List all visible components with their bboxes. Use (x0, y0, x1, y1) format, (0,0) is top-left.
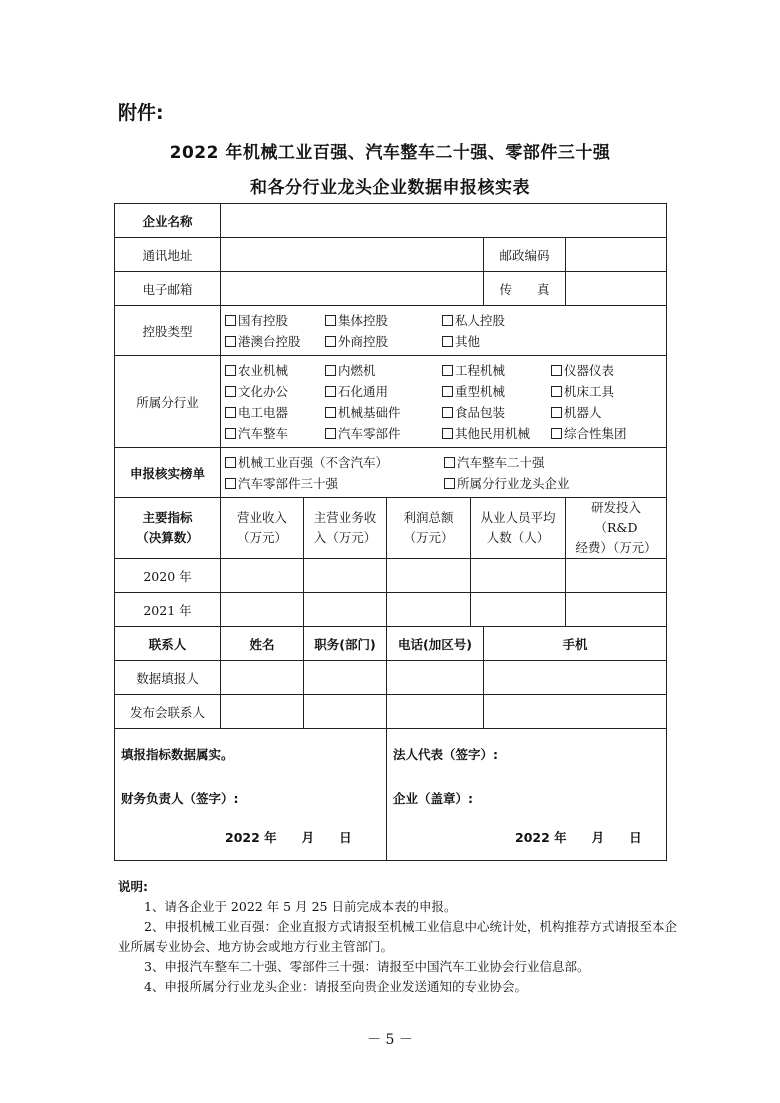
year-2021-label: 2021 年 (115, 593, 221, 627)
postcode-field[interactable] (566, 238, 667, 272)
indicator-cell[interactable] (566, 559, 667, 593)
checkbox-icon (551, 428, 562, 439)
industry-options (221, 358, 666, 445)
legal-rep-signature-label[interactable]: 法人代表（签字）: (393, 747, 498, 762)
date-left: 2022 年 月 日 (225, 830, 352, 845)
company-name-field[interactable] (221, 204, 667, 238)
checkbox-icon (551, 386, 562, 397)
checkbox-icon (442, 315, 453, 326)
checkbox-option[interactable]: 文化办公 (225, 382, 325, 400)
checkbox-option[interactable]: 其他 (442, 332, 551, 350)
checkbox-option[interactable]: 食品包装 (442, 403, 551, 421)
label-postcode: 邮政编码 (484, 238, 566, 272)
contact-row-label: 发布会联系人 (115, 695, 221, 729)
label-email: 电子邮箱 (115, 272, 221, 306)
note-item: 2、申报机械工业百强：企业直报方式请报至机械工业信息中心统计处，机构推荐方式请报至本企业所属专业协会、地方协会或地方行业主管部门。 (118, 919, 677, 954)
contact-cell[interactable] (387, 695, 484, 729)
checkbox-icon (225, 386, 236, 397)
checkbox-icon (325, 365, 336, 376)
checkbox-option[interactable]: 机器人 (551, 403, 661, 421)
checkbox-icon (551, 407, 562, 418)
checkbox-option[interactable]: 汽车零部件 (325, 424, 442, 442)
contacts-header-mobile: 手机 (484, 627, 667, 661)
checkbox-option[interactable]: 港澳台控股 (225, 332, 325, 350)
checkbox-option[interactable]: 汽车零部件三十强 (225, 474, 444, 492)
checkbox-icon (444, 457, 455, 468)
indicator-cell[interactable] (221, 593, 304, 627)
indicator-cell[interactable] (304, 559, 387, 593)
label-company-name: 企业名称 (115, 204, 221, 238)
label-address: 通讯地址 (115, 238, 221, 272)
checkbox-option[interactable]: 集体控股 (325, 311, 442, 329)
checkbox-icon (225, 315, 236, 326)
checkbox-option[interactable]: 外商控股 (325, 332, 442, 350)
checkbox-option[interactable]: 工程机械 (442, 361, 551, 379)
contact-cell[interactable] (221, 695, 304, 729)
checkbox-icon (444, 478, 455, 489)
checkbox-option[interactable]: 农业机械 (225, 361, 325, 379)
checkbox-icon (325, 386, 336, 397)
checkbox-option[interactable]: 所属分行业龙头企业 (444, 474, 644, 492)
list-options (221, 450, 666, 495)
checkbox-option[interactable]: 机床工具 (551, 382, 661, 400)
year-2020-label: 2020 年 (115, 559, 221, 593)
indicator-header-rnd: 研发投入（R&D 经费）（万元） (566, 498, 667, 559)
checkbox-option[interactable]: 综合性集团 (551, 424, 661, 442)
checkbox-icon (442, 386, 453, 397)
indicator-header-profit: 利润总额 （万元） (387, 498, 471, 559)
indicator-cell[interactable] (566, 593, 667, 627)
page-number: － 5 － (367, 1032, 413, 1048)
indicator-header-main-business: 主营业务收 入（万元） (304, 498, 387, 559)
contact-cell[interactable] (387, 661, 484, 695)
indicator-header-revenue: 营业收入 （万元） (221, 498, 304, 559)
checkbox-icon (225, 407, 236, 418)
checkbox-option[interactable]: 汽车整车 (225, 424, 325, 442)
indicator-header-employees: 从业人员平均 人数（人） (471, 498, 566, 559)
email-field[interactable] (221, 272, 484, 306)
note-item: 3、申报汽车整车二十强、零部件三十强：请报至中国汽车工业协会行业信息部。 (144, 959, 590, 974)
indicator-cell[interactable] (304, 593, 387, 627)
indicator-cell[interactable] (387, 593, 471, 627)
signature-left (115, 729, 387, 861)
indicator-cell[interactable] (387, 559, 471, 593)
checkbox-icon (442, 336, 453, 347)
checkbox-option[interactable]: 仪器仪表 (551, 361, 661, 379)
checkbox-icon (325, 315, 336, 326)
contact-row-label: 数据填报人 (115, 661, 221, 695)
finance-signature-label[interactable]: 财务负责人（签字）: (121, 791, 239, 806)
form-title-line1: 2022 年机械工业百强、汽车整车二十强、零部件三十强 (169, 143, 611, 163)
contact-cell[interactable] (484, 695, 667, 729)
checkbox-icon (325, 428, 336, 439)
checkbox-option[interactable]: 私人控股 (442, 311, 551, 329)
checkbox-icon (225, 428, 236, 439)
indicator-header-main: 主要指标 （决算数） (115, 498, 221, 559)
checkbox-option[interactable]: 石化通用 (325, 382, 442, 400)
label-list-type: 申报核实榜单 (115, 448, 221, 498)
attachment-label: 附件: (118, 102, 164, 124)
checkbox-icon (225, 457, 236, 468)
label-industry: 所属分行业 (115, 356, 221, 448)
indicator-cell[interactable] (471, 593, 566, 627)
checkbox-icon (225, 365, 236, 376)
form-title-line2: 和各分行业龙头企业数据申报核实表 (250, 178, 530, 198)
checkbox-option[interactable]: 汽车整车二十强 (444, 453, 644, 471)
checkbox-icon (225, 478, 236, 489)
label-ownership-type: 控股类型 (115, 306, 221, 356)
indicator-cell[interactable] (471, 559, 566, 593)
contacts-header-position: 职务(部门) (304, 627, 387, 661)
label-fax: 传 真 (484, 272, 566, 306)
checkbox-option[interactable]: 其他民用机械 (442, 424, 551, 442)
checkbox-icon (442, 428, 453, 439)
checkbox-icon (325, 407, 336, 418)
checkbox-option[interactable]: 重型机械 (442, 382, 551, 400)
checkbox-icon (442, 407, 453, 418)
checkbox-icon (442, 365, 453, 376)
checkbox-option[interactable]: 机械基础件 (325, 403, 442, 421)
notes-section (118, 877, 678, 997)
indicator-cell[interactable] (221, 559, 304, 593)
contacts-header-label: 联系人 (115, 627, 221, 661)
checkbox-icon (225, 336, 236, 347)
checkbox-option[interactable]: 国有控股 (225, 311, 325, 329)
checkbox-icon (551, 365, 562, 376)
checkbox-option[interactable]: 内燃机 (325, 361, 442, 379)
ownership-options (221, 308, 666, 353)
declaration-text: 填报指标数据属实。 (121, 747, 234, 762)
contact-cell[interactable] (304, 695, 387, 729)
contacts-header-name: 姓名 (221, 627, 304, 661)
declaration-form (114, 203, 667, 861)
contact-cell[interactable] (304, 661, 387, 695)
date-right: 2022 年 月 日 (515, 830, 642, 845)
notes-heading: 说明: (118, 879, 148, 894)
contacts-header-phone: 电话(加区号) (387, 627, 484, 661)
contact-cell[interactable] (484, 661, 667, 695)
signature-right (387, 729, 667, 861)
checkbox-option[interactable]: 机械工业百强（不含汽车） (225, 453, 444, 471)
contact-cell[interactable] (221, 661, 304, 695)
checkbox-icon (325, 336, 336, 347)
note-item: 1、请各企业于 2022 年 5 月 25 日前完成本表的申报。 (144, 899, 457, 914)
address-field[interactable] (221, 238, 484, 272)
note-item: 4、申报所属分行业龙头企业：请报至向贵企业发送通知的专业协会。 (144, 979, 527, 994)
fax-field[interactable] (566, 272, 667, 306)
checkbox-option[interactable]: 电工电器 (225, 403, 325, 421)
company-seal-label[interactable]: 企业（盖章）: (393, 791, 473, 806)
